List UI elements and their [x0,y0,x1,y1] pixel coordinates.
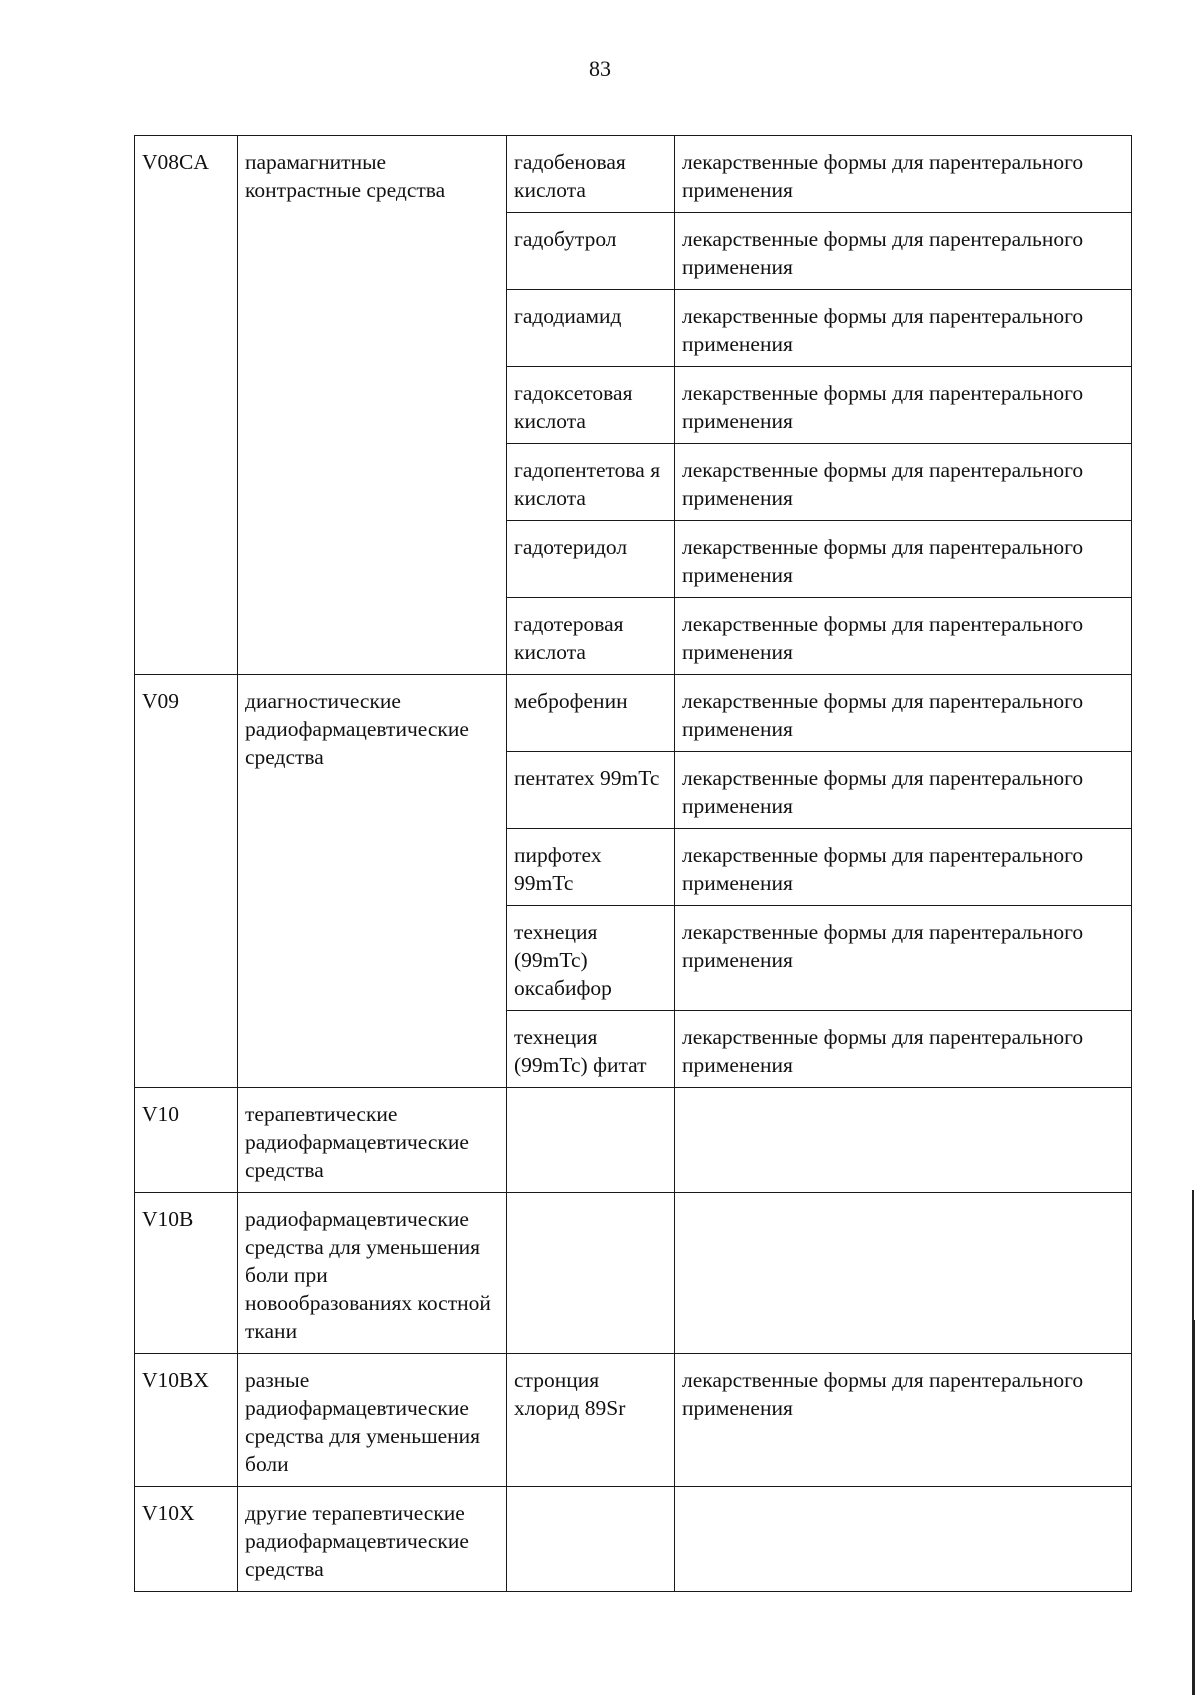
drug-name-cell: технеция (99mTc) фитат [507,1011,675,1088]
atc-code-cell: V08CA [135,136,238,675]
table-row [135,1193,1132,1354]
table-row [135,1354,1132,1487]
drug-name-cell: стронция хлорид 89Sr [507,1354,675,1487]
drug-name-cell [507,1088,675,1193]
dosage-form-cell: лекарственные формы для парентерального применения [675,829,1132,906]
drug-name-cell: гадопентетова я кислота [507,444,675,521]
atc-code-cell: V10X [135,1487,238,1592]
dosage-form-cell: лекарственные формы для парентерального применения [675,136,1132,213]
dosage-form-cell: лекарственные формы для парентерального применения [675,1011,1132,1088]
drug-name-cell: пирфотех 99mTc [507,829,675,906]
page-number: 83 [589,56,611,81]
table-row [135,1088,1132,1193]
table-row [135,675,1132,752]
scan-edge-mark [1192,1190,1194,1320]
dosage-form-cell: лекарственные формы для парентерального применения [675,521,1132,598]
dosage-form-cell: лекарственные формы для парентерального применения [675,752,1132,829]
atc-group-cell: парамагнитные контрастные средства [238,136,507,675]
drug-name-cell: меброфенин [507,675,675,752]
table-row [135,136,1132,213]
dosage-form-cell: лекарственные формы для парентерального применения [675,290,1132,367]
dosage-form-cell: лекарственные формы для парентерального применения [675,367,1132,444]
dosage-form-cell: лекарственные формы для парентерального применения [675,444,1132,521]
drug-name-cell: гадобеновая кислота [507,136,675,213]
atc-group-cell: радиофармацевтические средства для уменьшения боли при новообразованиях костной ткани [238,1193,507,1354]
drug-name-cell: гадодиамид [507,290,675,367]
drug-name-cell: гадотеридол [507,521,675,598]
atc-group-cell: другие терапевтические радиофармацевтические средства [238,1487,507,1592]
drug-name-cell: гадобутрол [507,213,675,290]
dosage-form-cell: лекарственные формы для парентерального применения [675,906,1132,1011]
atc-group-cell: разные радиофармацевтические средства для уменьшения боли [238,1354,507,1487]
drug-name-cell: гадоксетовая кислота [507,367,675,444]
drug-table [134,135,1132,1592]
drug-name-cell: технеция (99mTc) оксабифор [507,906,675,1011]
drug-name-cell: пентатех 99mTc [507,752,675,829]
dosage-form-cell: лекарственные формы для парентерального применения [675,1354,1132,1487]
dosage-form-cell [675,1088,1132,1193]
dosage-form-cell [675,1193,1132,1354]
drug-name-cell: гадотеровая кислота [507,598,675,675]
drug-name-cell [507,1487,675,1592]
atc-group-cell: терапевтические радиофармацевтические средства [238,1088,507,1193]
atc-code-cell: V10BX [135,1354,238,1487]
dosage-form-cell: лекарственные формы для парентерального применения [675,598,1132,675]
atc-code-cell: V10B [135,1193,238,1354]
drug-name-cell [507,1193,675,1354]
dosage-form-cell: лекарственные формы для парентерального применения [675,675,1132,752]
dosage-form-cell [675,1487,1132,1592]
table-row [135,1487,1132,1592]
atc-code-cell: V10 [135,1088,238,1193]
dosage-form-cell: лекарственные формы для парентерального применения [675,213,1132,290]
atc-group-cell: диагностические радиофармацевтические средства [238,675,507,1088]
atc-code-cell: V09 [135,675,238,1088]
scan-edge-mark [1192,1320,1195,1695]
